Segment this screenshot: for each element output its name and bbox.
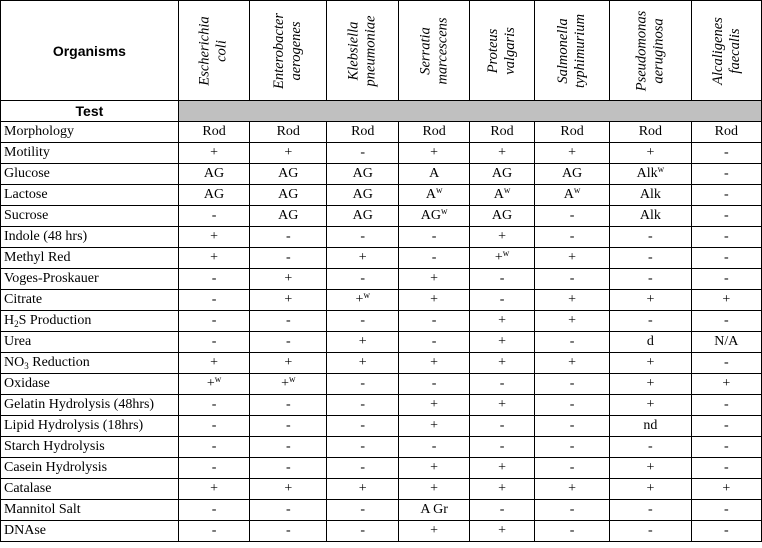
test-result-cell: + xyxy=(610,290,692,311)
test-result-cell: $A^w$ xyxy=(470,185,535,206)
organism-species: aeruginosa xyxy=(650,17,667,84)
test-result-cell: + xyxy=(470,395,535,416)
test-result-cell: - xyxy=(535,458,610,479)
test-result-cell: - xyxy=(535,416,610,437)
test-result-cell: +$^w$ xyxy=(470,248,535,269)
organism-genus: Salmonella xyxy=(555,17,572,84)
test-result-cell: - xyxy=(399,248,470,269)
test-header-row xyxy=(1,101,762,122)
organism-name xyxy=(709,17,743,85)
organism-header xyxy=(250,1,327,101)
test-result-cell: $A^w$ xyxy=(399,185,470,206)
table-row xyxy=(1,248,762,269)
organism-header xyxy=(535,1,610,101)
organism-name xyxy=(346,15,380,86)
test-result-cell: + xyxy=(470,458,535,479)
test-result-cell: - xyxy=(691,437,761,458)
test-result-cell: - xyxy=(178,332,249,353)
test-result-cell: - xyxy=(178,311,249,332)
test-label: Casein Hydrolysis xyxy=(1,458,179,479)
test-result-cell: - xyxy=(691,458,761,479)
test-result-cell: Rod xyxy=(610,122,692,143)
test-header: Test xyxy=(1,101,179,122)
organism-genus: Serratia xyxy=(417,26,434,75)
test-label: Urea xyxy=(1,332,179,353)
test-label: Mannitol Salt xyxy=(1,500,179,521)
organism-genus: Enterobacter xyxy=(271,12,288,89)
test-result-cell: + xyxy=(691,374,761,395)
table-row xyxy=(1,374,762,395)
test-result-cell: + xyxy=(399,458,470,479)
test-result-cell: - xyxy=(250,332,327,353)
test-result-cell: + xyxy=(470,521,535,542)
test-result-cell: - xyxy=(327,269,399,290)
test-result-cell: + xyxy=(610,374,692,395)
test-result-cell: - xyxy=(399,227,470,248)
test-label: Starch Hydrolysis xyxy=(1,437,179,458)
test-result-cell: + xyxy=(470,479,535,500)
test-result-cell: - xyxy=(610,521,692,542)
test-label: DNAse xyxy=(1,521,179,542)
test-result-cell: - xyxy=(327,227,399,248)
test-result-cell: N/A xyxy=(691,332,761,353)
test-result-cell: - xyxy=(178,290,249,311)
organism-name xyxy=(633,10,667,91)
table-row xyxy=(1,122,762,143)
test-result-cell: - xyxy=(535,395,610,416)
organism-species: pneumoniae xyxy=(362,15,379,86)
test-result-cell: +$^w$ xyxy=(250,374,327,395)
test-result-cell: + xyxy=(399,269,470,290)
test-result-cell: + xyxy=(250,269,327,290)
test-result-cell: Rod xyxy=(178,122,249,143)
test-result-cell: - xyxy=(327,311,399,332)
test-result-cell: - xyxy=(250,227,327,248)
test-result-cell: + xyxy=(535,479,610,500)
table-row xyxy=(1,521,762,542)
table-row xyxy=(1,269,762,290)
test-result-cell: Rod xyxy=(327,122,399,143)
test-result-cell: - xyxy=(610,227,692,248)
table-row xyxy=(1,311,762,332)
test-result-cell: AG xyxy=(470,164,535,185)
test-result-cell: + xyxy=(250,290,327,311)
test-result-cell: + xyxy=(470,227,535,248)
test-result-cell: + xyxy=(250,479,327,500)
test-result-cell: + xyxy=(470,143,535,164)
test-result-cell: - xyxy=(691,395,761,416)
test-result-cell: - xyxy=(250,416,327,437)
test-header-band xyxy=(178,101,761,122)
test-result-cell: - xyxy=(178,416,249,437)
test-result-cell: + xyxy=(327,353,399,374)
test-result-cell: + xyxy=(470,332,535,353)
test-result-cell: AG xyxy=(327,164,399,185)
test-result-cell: - xyxy=(250,437,327,458)
table-row xyxy=(1,437,762,458)
test-result-cell: + xyxy=(610,458,692,479)
test-result-cell: - xyxy=(535,227,610,248)
test-result-cell: + xyxy=(250,143,327,164)
test-result-cell: - xyxy=(610,248,692,269)
test-result-cell: AG xyxy=(178,185,249,206)
table-row xyxy=(1,353,762,374)
test-result-cell: - xyxy=(691,416,761,437)
test-label: Glucose xyxy=(1,164,179,185)
table-row xyxy=(1,479,762,500)
table-row xyxy=(1,458,762,479)
test-result-cell: + xyxy=(250,353,327,374)
test-result-cell: - xyxy=(691,143,761,164)
test-result-cell: + xyxy=(535,143,610,164)
test-result-cell: - xyxy=(399,311,470,332)
organism-species: aerogenes xyxy=(288,20,305,81)
test-label: $NO_3$ Reduction xyxy=(1,353,179,374)
test-result-cell: - xyxy=(610,269,692,290)
test-result-cell: - xyxy=(327,521,399,542)
table-row xyxy=(1,164,762,185)
test-result-cell: $A^w$ xyxy=(535,185,610,206)
test-result-cell: - xyxy=(250,311,327,332)
test-label: Citrate xyxy=(1,290,179,311)
test-result-cell: - xyxy=(178,269,249,290)
test-result-cell: + xyxy=(178,143,249,164)
test-label: Catalase xyxy=(1,479,179,500)
organism-header xyxy=(610,1,692,101)
test-result-cell: - xyxy=(250,458,327,479)
test-result-cell: + xyxy=(399,395,470,416)
test-result-cell: + xyxy=(399,521,470,542)
test-label: Morphology xyxy=(1,122,179,143)
organism-header xyxy=(178,1,249,101)
test-result-cell: - xyxy=(327,437,399,458)
table-row xyxy=(1,227,762,248)
organism-header xyxy=(399,1,470,101)
test-result-cell: - xyxy=(691,521,761,542)
test-result-cell: - xyxy=(399,374,470,395)
test-result-cell: + xyxy=(610,143,692,164)
test-result-cell: + xyxy=(178,479,249,500)
test-result-cell: - xyxy=(691,500,761,521)
test-result-cell: + xyxy=(535,353,610,374)
organism-species: marcescens xyxy=(434,16,451,85)
test-result-cell: + xyxy=(610,479,692,500)
test-result-cell: - xyxy=(178,437,249,458)
test-result-cell: AG xyxy=(470,206,535,227)
test-label: Lactose xyxy=(1,185,179,206)
test-result-cell: - xyxy=(691,269,761,290)
test-label: Voges-Proskauer xyxy=(1,269,179,290)
test-result-cell: + xyxy=(399,143,470,164)
test-label: Sucrose xyxy=(1,206,179,227)
test-result-cell: Alk xyxy=(610,206,692,227)
test-result-cell: - xyxy=(470,416,535,437)
test-result-cell: - xyxy=(610,311,692,332)
test-result-cell: + xyxy=(610,395,692,416)
test-result-cell: + xyxy=(327,479,399,500)
test-label: Motility xyxy=(1,143,179,164)
table-row xyxy=(1,143,762,164)
test-result-cell: AG xyxy=(250,185,327,206)
test-result-cell: +$^w$ xyxy=(327,290,399,311)
organism-header-row xyxy=(1,1,762,101)
test-result-cell: A xyxy=(399,164,470,185)
organism-genus: Klebsiella xyxy=(345,21,362,80)
test-result-cell: - xyxy=(470,500,535,521)
test-result-cell: AG xyxy=(178,164,249,185)
test-result-cell: - xyxy=(691,311,761,332)
table-row xyxy=(1,500,762,521)
test-result-cell: Rod xyxy=(535,122,610,143)
test-results-body xyxy=(1,122,762,542)
test-result-cell: + xyxy=(178,227,249,248)
test-result-cell: AG xyxy=(250,206,327,227)
test-result-cell: Alk$^w$ xyxy=(610,164,692,185)
test-result-cell: - xyxy=(535,269,610,290)
test-result-cell: + xyxy=(178,353,249,374)
organism-name xyxy=(271,13,305,89)
test-result-cell: - xyxy=(535,521,610,542)
test-result-cell: + xyxy=(535,248,610,269)
test-result-cell: - xyxy=(535,437,610,458)
organism-name xyxy=(555,13,589,87)
test-result-cell: - xyxy=(250,248,327,269)
organism-header xyxy=(470,1,535,101)
table-row xyxy=(1,290,762,311)
test-result-cell: + xyxy=(610,353,692,374)
test-result-cell: - xyxy=(399,332,470,353)
test-result-cell: - xyxy=(178,395,249,416)
test-label: Methyl Red xyxy=(1,248,179,269)
test-result-cell: +$^w$ xyxy=(178,374,249,395)
test-result-cell: - xyxy=(470,374,535,395)
test-result-cell: - xyxy=(535,332,610,353)
organism-header xyxy=(691,1,761,101)
test-result-cell: + xyxy=(399,416,470,437)
test-result-cell: Rod xyxy=(250,122,327,143)
table-row xyxy=(1,416,762,437)
test-result-cell: - xyxy=(399,437,470,458)
test-result-cell: - xyxy=(327,374,399,395)
test-result-cell: + xyxy=(691,479,761,500)
test-result-cell: Alk xyxy=(610,185,692,206)
test-result-cell: + xyxy=(470,311,535,332)
test-label: $H_2S$ Production xyxy=(1,311,179,332)
test-label: Lipid Hydrolysis (18hrs) xyxy=(1,416,179,437)
test-result-cell: - xyxy=(178,500,249,521)
test-result-cell: - xyxy=(470,437,535,458)
test-result-cell: + xyxy=(178,248,249,269)
test-result-cell: A Gr xyxy=(399,500,470,521)
test-label: Indole (48 hrs) xyxy=(1,227,179,248)
organism-genus: Pseudomonas xyxy=(633,10,650,91)
table-row xyxy=(1,395,762,416)
test-result-cell: + xyxy=(535,290,610,311)
organism-species: faecalis xyxy=(726,27,743,74)
test-result-cell: + xyxy=(399,353,470,374)
test-result-cell: - xyxy=(535,374,610,395)
test-result-cell: + xyxy=(327,332,399,353)
organisms-header: Organisms xyxy=(1,1,179,101)
table-row xyxy=(1,185,762,206)
test-result-cell: - xyxy=(691,227,761,248)
table-row xyxy=(1,206,762,227)
test-result-cell: $AG^w$ xyxy=(399,206,470,227)
organism-genus: Alcaligenes xyxy=(709,16,726,85)
test-result-cell: - xyxy=(691,206,761,227)
test-result-cell: - xyxy=(250,395,327,416)
test-result-cell: + xyxy=(535,311,610,332)
test-result-cell: + xyxy=(399,290,470,311)
test-result-cell: + xyxy=(691,290,761,311)
test-result-cell: AG xyxy=(327,185,399,206)
test-result-cell: - xyxy=(610,500,692,521)
organism-species: typhimurium xyxy=(572,13,589,88)
organism-species: valgaris xyxy=(502,26,519,75)
test-label: Gelatin Hydrolysis (48hrs) xyxy=(1,395,179,416)
test-result-cell: nd xyxy=(610,416,692,437)
test-result-cell: - xyxy=(470,290,535,311)
test-result-cell: - xyxy=(610,437,692,458)
test-result-cell: AG xyxy=(535,164,610,185)
test-result-cell: - xyxy=(327,416,399,437)
test-result-cell: - xyxy=(691,353,761,374)
organism-species: coli xyxy=(214,39,231,62)
test-result-cell: - xyxy=(327,458,399,479)
organism-name xyxy=(417,17,451,84)
test-result-cell: - xyxy=(178,521,249,542)
organism-name xyxy=(485,27,519,75)
test-result-cell: AG xyxy=(327,206,399,227)
organism-header xyxy=(327,1,399,101)
test-result-cell: - xyxy=(327,395,399,416)
organism-genus: Escherichia xyxy=(197,15,214,86)
test-result-cell: - xyxy=(178,458,249,479)
test-result-cell: - xyxy=(327,143,399,164)
organism-name xyxy=(197,16,231,85)
organism-genus: Proteus xyxy=(485,28,502,73)
test-result-cell: - xyxy=(535,500,610,521)
test-result-cell: - xyxy=(470,269,535,290)
test-result-cell: Rod xyxy=(691,122,761,143)
test-result-cell: + xyxy=(399,479,470,500)
test-result-cell: - xyxy=(691,185,761,206)
test-result-cell: AG xyxy=(250,164,327,185)
test-result-cell: - xyxy=(691,248,761,269)
test-result-cell: Rod xyxy=(470,122,535,143)
test-result-cell: - xyxy=(535,206,610,227)
test-result-cell: d xyxy=(610,332,692,353)
test-result-cell: + xyxy=(327,248,399,269)
test-result-cell: - xyxy=(250,500,327,521)
test-result-cell: Rod xyxy=(399,122,470,143)
test-label: Oxidase xyxy=(1,374,179,395)
table-row xyxy=(1,332,762,353)
test-result-cell: - xyxy=(250,521,327,542)
test-result-cell: - xyxy=(327,500,399,521)
test-result-cell: - xyxy=(178,206,249,227)
test-result-cell: + xyxy=(470,353,535,374)
test-result-cell: - xyxy=(691,164,761,185)
